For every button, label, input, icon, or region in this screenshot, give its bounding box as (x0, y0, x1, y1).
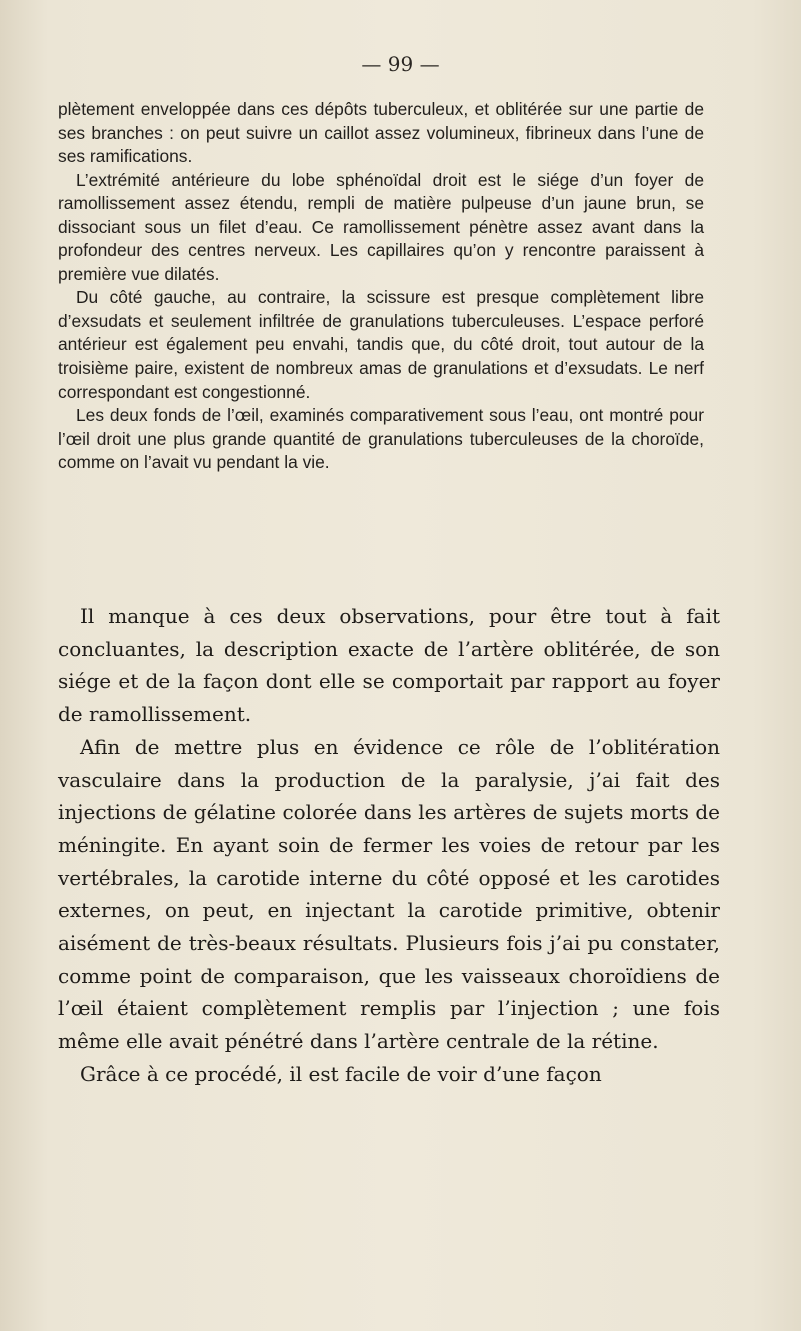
paragraph-sphenoidal-lobe: L’extrémité antérieure du lobe sphénoïdal droit est le siége d’un foyer de ramollissement assez étendu, rempli de matière pulpeuse d’un jaune brun, se dissociant sous un filet d’eau. Ce ramollissement pénètre assez avant dans la profondeur des centres nerveux. Les capillaires qu’on y rencontre paraissent à première vue dilatés. (58, 169, 704, 284)
paragraph-eye-fundus: Les deux fonds de l’œil, examinés comparativement sous l’eau, ont montré pour l’œil droit une plus grande quantité de granulations tuberculeuses de la choroïde, comme on l’avait vu pendant la vie. (58, 405, 704, 473)
paragraph-procedure: Grâce à ce procédé, il est facile de voir d’une façon (80, 1061, 602, 1086)
paragraph-continued: plètement enveloppée dans ces dépôts tuberculeux, et oblitérée sur une partie de ses branches : on peut suivre un caillot assez volumineux, fibrineux dans l’une de ses ramifications. (58, 99, 704, 167)
paragraph-injections: Afin de mettre plus en évidence ce rôle de l’oblitération vasculaire dans la production de la paralysie, j’ai fait des injections de gélatine colorée dans les artères de sujets morts de méningite. En ayant soin de fermer les voies de retour par les vertébrales, la carotide interne du côté opposé et les carotides externes, on peut, en injectant la carotide primitive, obtenir aisément de très-beaux résultats. Plusieurs fois j’ai pu constater, comme point de comparaison, que les vaisseaux choroïdiens de l’œil étaient complètement remplis par l’injection ; une fois même elle avait pénétré dans l’artère centrale de la rétine. (58, 734, 720, 1054)
paragraph-missing-description: Il manque à ces deux observations, pour être tout à fait concluantes, la description exacte de l’artère oblitérée, de son siége et de la façon dont elle se comportait par rapport au foyer de ramollissement. (58, 604, 720, 727)
main-text-block (58, 600, 720, 1091)
page-number: — 99 — (361, 52, 440, 76)
small-print-block (58, 98, 704, 475)
paragraph-left-side: Du côté gauche, au contraire, la scissure est presque complètement libre d’exsudats et seulement infiltrée de granulations tuberculeuses. L’espace perforé antérieur est également peu envahi, tandis que, du côté droit, tout autour de la troisième paire, existent de nombreux amas de granulations et d’exsudats. Le nerf correspondant est congestionné. (58, 287, 704, 402)
